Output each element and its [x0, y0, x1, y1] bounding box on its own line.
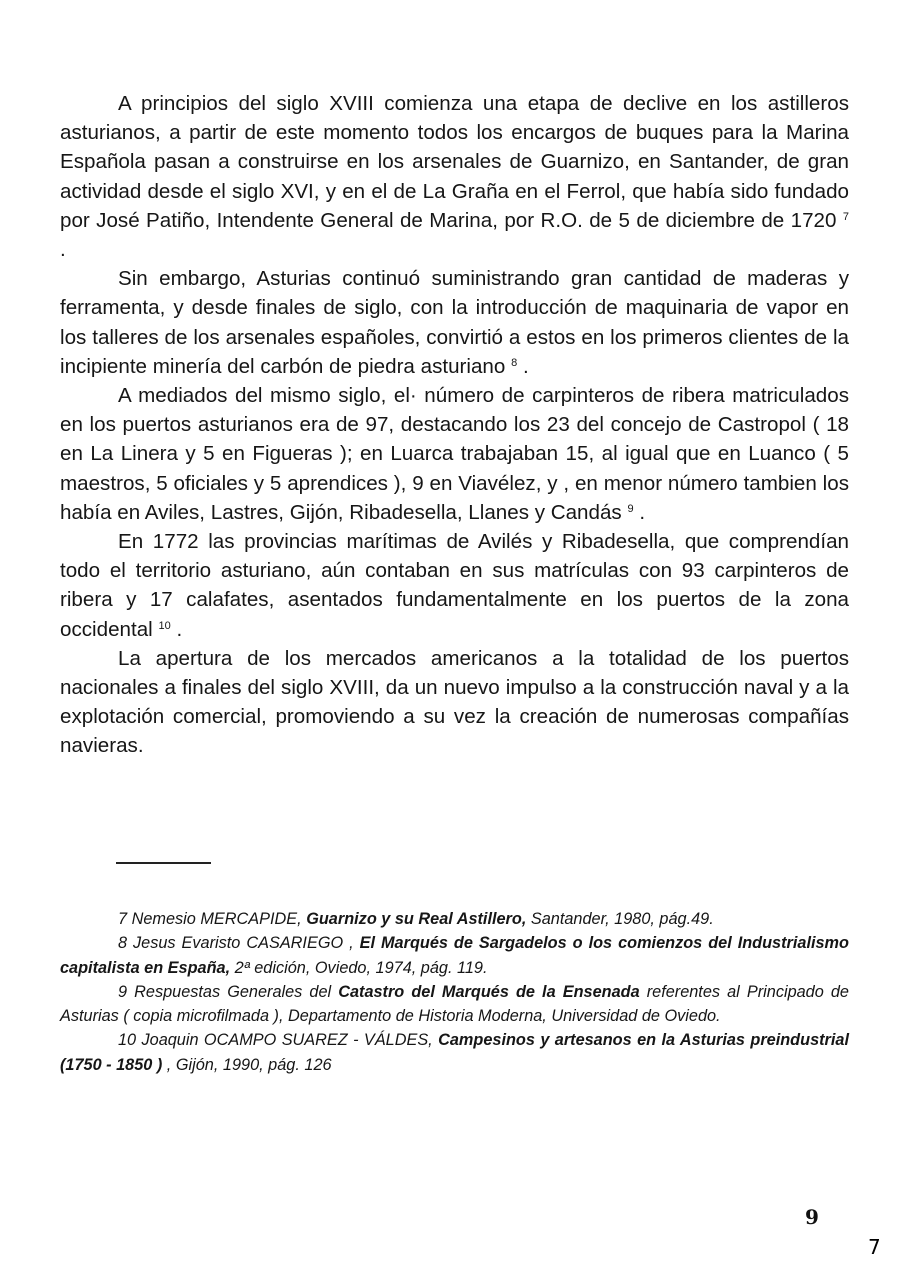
body-text	[60, 89, 849, 761]
footnote-7: 7 Nemesio MERCAPIDE, Guarnizo y su Real Astillero, Santander, 1980, pág.49.	[118, 910, 714, 928]
paragraph-2: Sin embargo, Asturias continuó suministrando gran cantidad de maderas y ferramenta, y desde finales de siglo, con la introducción de maquinaria de vapor en los talleres de los arsenales españoles, convirtió a estos en los primeros clientes de la incipiente minería del carbón de piedra asturiano $^8$ .	[60, 267, 849, 378]
footnote-ref-8: 8	[511, 356, 518, 369]
footnote-9: 9 Respuestas Generales del Catastro del Marqués de la Ensenada referentes al Principado de Asturias ( copia microfilmada ), Departamento de Historia Moderna, Universidad de Oviedo.	[60, 982, 849, 1026]
paragraph-1: A principios del siglo XVIII comienza una etapa de declive en los astilleros asturianos, a partir de este momento todos los encargos de buques para la Marina Española pasan a construirse en los arsenales de Guarnizo, en Santander, de gran actividad desde el siglo XVI, y en el de La Graña en el Ferrol, que había sido fundado por José Patiño, Intendente General de Marina, por R.O. de 5 de diciembre de 1720 $^7$ .	[60, 92, 849, 262]
footnote-10: 10 Joaquin OCAMPO SUAREZ - VÁLDES, Campesinos y artesanos en la Asturias preindustrial (1750 - 1850 ) , Gijón, 1990, pág. 126	[60, 1031, 849, 1074]
book-page-number: 9	[805, 1205, 819, 1229]
footnote-8: 8 Jesus Evaristo CASARIEGO , El Marqués de Sargadelos o los comienzos del Industrialismo capitalista en España, 2ª edición, Oviedo, 1974, pág. 119.	[60, 934, 849, 977]
pdf-page-number: 7	[868, 1235, 881, 1259]
footnote-ref-9: 9	[627, 502, 634, 515]
paragraph-5: La apertura de los mercados americanos a la totalidad de los puertos nacionales a finales del siglo XVIII, da un nuevo impulso a la construcción naval y a la explotación comercial, promoviendo a su vez la creación de numerosas compañías navieras.	[60, 646, 849, 758]
paragraph-4: En 1772 las provincias marítimas de Avilés y Ribadesella, que comprendían todo el territorio asturiano, aún contaban en sus matrículas con 93 carpinteros de ribera y 17 calafates, asentados fundamentalmente en los puertos de la zona occidental $^{10}$ .	[60, 530, 849, 641]
footnote-ref-10: 10	[158, 619, 171, 632]
footnotes	[60, 907, 849, 1077]
footnote-ref-7: 7	[842, 210, 849, 223]
footnote-separator	[116, 862, 211, 864]
paragraph-3: A mediados del mismo siglo, el· número de carpinteros de ribera matriculados en los puertos asturianos era de 97, destacando los 23 del concejo de Castropol ( 18 en La Linera y 5 en Figueras ); en Luarca trabajaban 15, al igual que en Luanco ( 5 maestros, 5 oficiales y 5 aprendices ), 9 en Viavélez, y , en menor número tambien los había en Aviles, Lastres, Gijón, Ribadesella, Llanes y Candás $^9$ .	[60, 384, 849, 524]
